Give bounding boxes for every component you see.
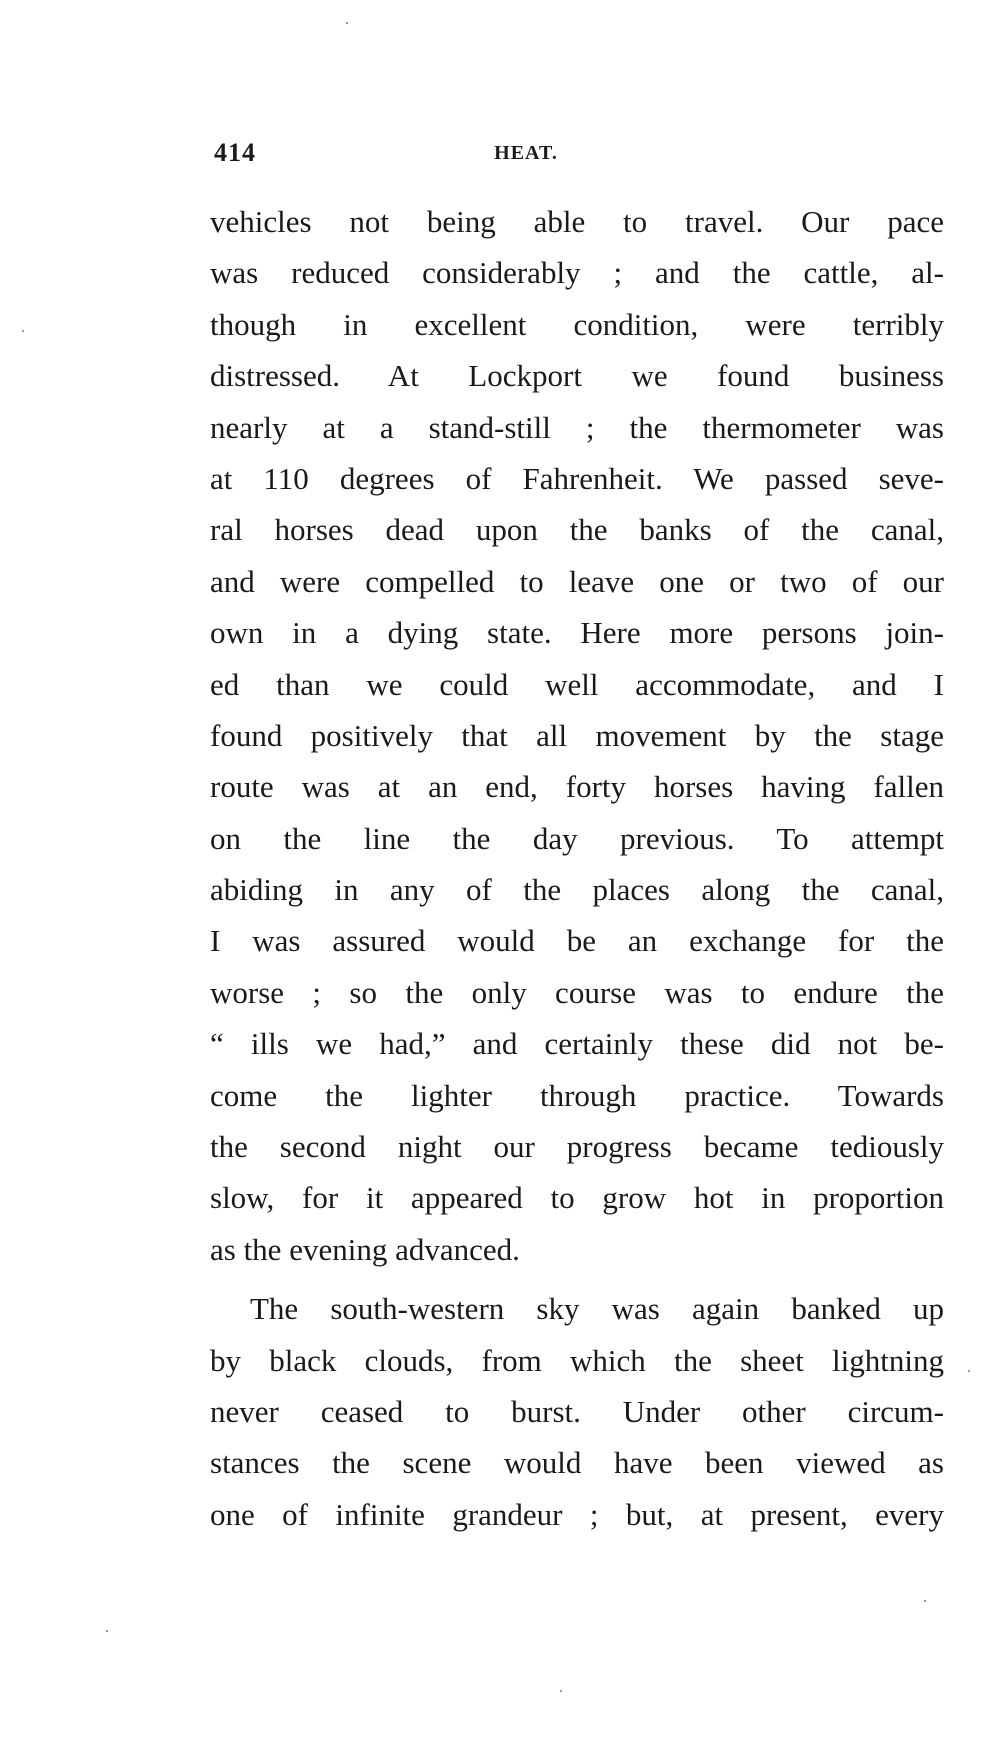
text-line: I was assured would be an exchange for the bbox=[210, 923, 944, 959]
paragraph-1 bbox=[210, 196, 944, 1275]
text-line: as the evening advanced. bbox=[210, 1231, 520, 1267]
paper-speck bbox=[106, 1630, 108, 1632]
paragraph-2 bbox=[210, 1283, 944, 1540]
paper-speck bbox=[560, 1690, 562, 1692]
page-number: 414 bbox=[214, 138, 256, 167]
paper-speck bbox=[924, 1600, 926, 1602]
text-line: worse ; so the only course was to endure the bbox=[210, 974, 944, 1010]
text-line: “ ills we had,” and certainly these did not be- bbox=[210, 1026, 944, 1062]
text-line: vehicles not being able to travel. Our pace bbox=[210, 204, 944, 239]
text-line: own in a dying state. Here more persons join- bbox=[210, 615, 944, 651]
text-line: distressed. At Lockport we found business bbox=[210, 358, 944, 394]
text-line: the second night our progress became tediously bbox=[210, 1129, 944, 1165]
text-line: one of infinite grandeur ; but, at present, every bbox=[210, 1496, 944, 1532]
text-line: never ceased to burst. Under other circum- bbox=[210, 1393, 944, 1429]
text-line: though in excellent condition, were terribly bbox=[210, 306, 944, 342]
text-line: ed than we could well accommodate, and I bbox=[210, 666, 944, 702]
text-line: nearly at a stand-still ; the thermometer was bbox=[210, 409, 944, 445]
text-line: route was at an end, forty horses having fallen bbox=[210, 769, 944, 805]
paragraph-gap bbox=[210, 1275, 944, 1283]
body-text bbox=[210, 196, 944, 1540]
text-line: abiding in any of the places along the canal, bbox=[210, 872, 944, 908]
text-line: on the line the day previous. To attempt bbox=[210, 820, 944, 856]
text-line: The south-western sky was again banked up bbox=[250, 1291, 944, 1327]
text-line: come the lighter through practice. Towards bbox=[210, 1077, 944, 1113]
text-line: found positively that all movement by the stage bbox=[210, 717, 944, 753]
text-line: stances the scene would have been viewed as bbox=[210, 1445, 944, 1481]
paper-speck bbox=[968, 1370, 970, 1372]
paper-speck bbox=[346, 22, 348, 24]
text-line: slow, for it appeared to grow hot in proportion bbox=[210, 1180, 944, 1216]
text-line: ral horses dead upon the banks of the canal, bbox=[210, 512, 944, 548]
paper-speck bbox=[22, 330, 24, 332]
text-line: and were compelled to leave one or two of our bbox=[210, 563, 944, 599]
text-line: at 110 degrees of Fahrenheit. We passed seve- bbox=[210, 460, 944, 496]
text-line: by black clouds, from which the sheet lightning bbox=[210, 1342, 944, 1378]
text-line: was reduced considerably ; and the cattle, al- bbox=[210, 255, 944, 291]
running-title: HEAT. bbox=[494, 142, 558, 164]
